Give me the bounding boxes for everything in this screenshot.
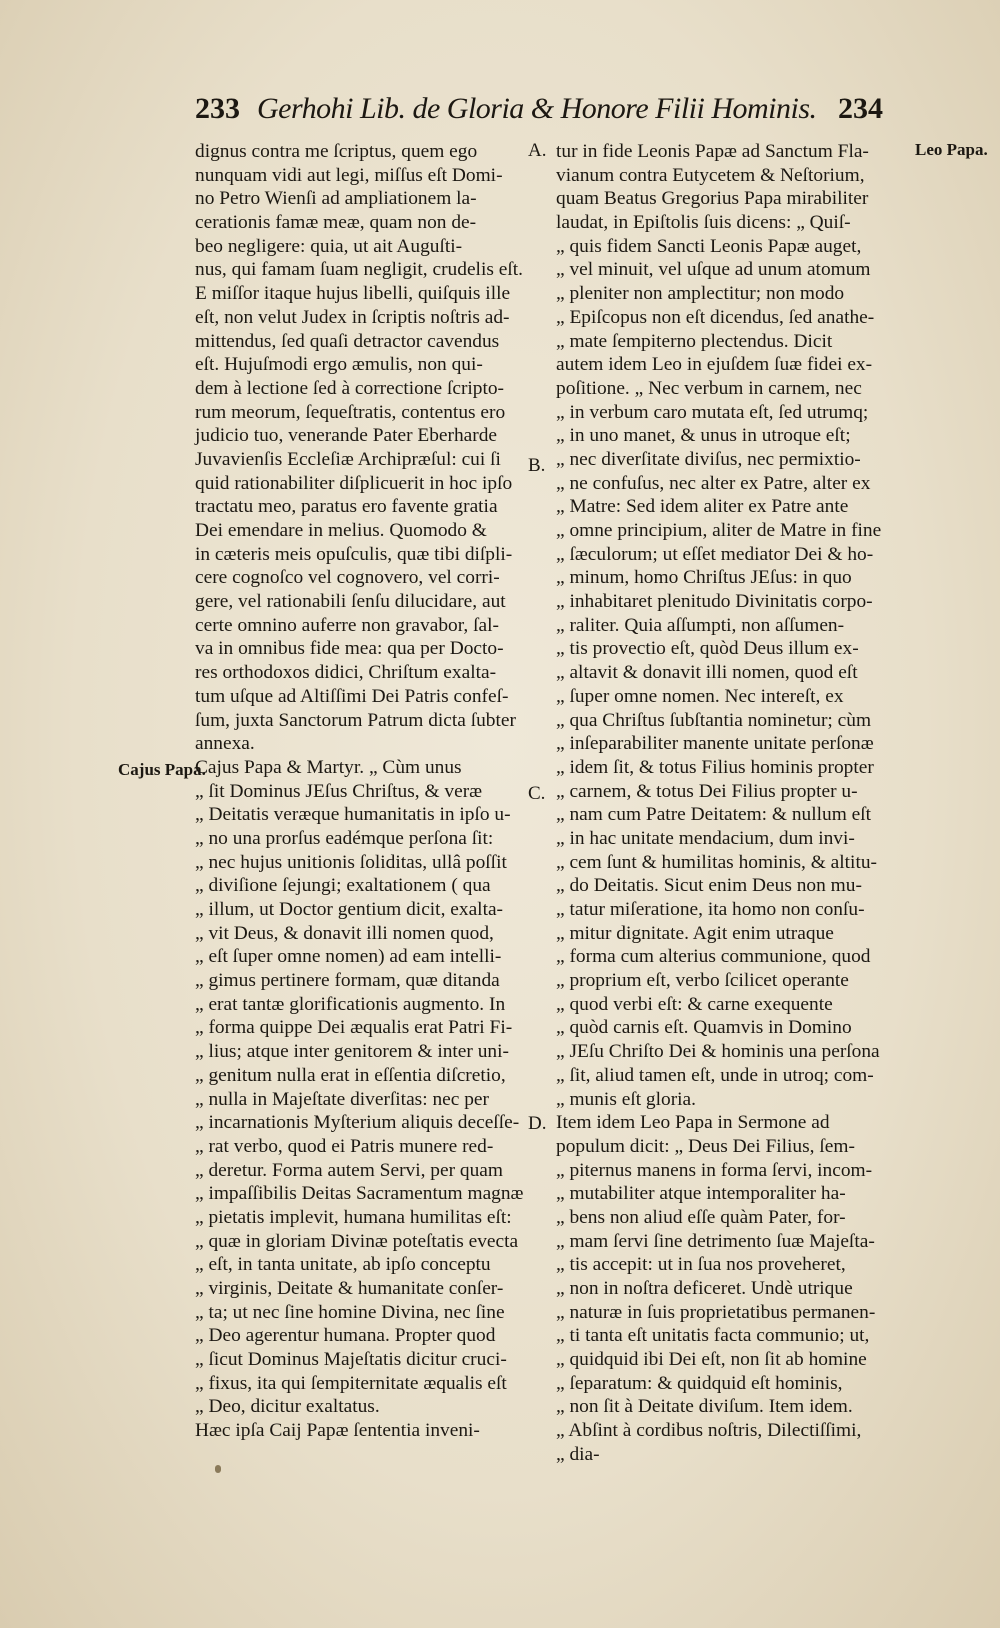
- text-line: „ erat tantæ glorificationis augmento. In: [195, 993, 506, 1015]
- text-line: certe omnino auferre non gravabor, ſal-: [195, 614, 499, 636]
- text-line: „ JEſu Chriſto Dei & hominis una perſona: [556, 1041, 880, 1063]
- text-line: E miſſor itaque hujus libelli, quiſquis ille: [195, 283, 511, 305]
- text-line: „ diviſione ſejungi; exaltationem ( qua: [195, 875, 491, 897]
- text-line: „ virginis, Deitate & humanitate conſer-: [195, 1278, 504, 1299]
- text-line: „ dia-: [556, 1443, 600, 1465]
- text-line: „ tis accepit: ut in ſua nos proveheret,: [556, 1254, 846, 1276]
- text-line: „ cem ſunt & humilitas hominis, & altitu-: [556, 851, 877, 873]
- text-line: „ in hac unitate mendacium, dum invi-: [556, 827, 855, 849]
- text-line: „ ſit Dominus JEſus Chriſtus, & veræ: [195, 780, 483, 802]
- margin-note-cajus: Cajus Papa.: [118, 760, 206, 779]
- text-line: „ impaſſibilis Deitas Sacramentum magnæ: [195, 1183, 524, 1205]
- text-line: „ in verbum caro mutata eſt, ſed utrumq;: [556, 401, 869, 423]
- text-line: mittendus, ſed quaſi detractor cavendus: [195, 330, 500, 352]
- column-letter-d: D.: [528, 1113, 547, 1134]
- text-line: eſt. Hujuſmodi ergo æmulis, non qui-: [195, 354, 483, 376]
- text-line: „ qua Chriſtus ſubſtantia nominetur; cùm: [556, 709, 872, 731]
- text-line: „ quæ in gloriam Divinæ poteſtatis evecta: [195, 1230, 519, 1252]
- text-line: eſt, non velut Judex in ſcriptis noſtris ad-: [195, 306, 510, 328]
- page-number-right: 234: [838, 92, 883, 125]
- text-line: tur in fide Leonis Papæ ad Sanctum Fla-: [556, 141, 869, 162]
- margin-note-leo: Leo Papa.: [915, 140, 988, 159]
- running-header: [195, 88, 895, 138]
- text-line: „ ſeparatum: & quidquid eſt hominis,: [556, 1372, 843, 1394]
- text-line: quam Beatus Gregorius Papa mirabiliter: [556, 188, 869, 210]
- text-line: „ fixus, ita qui ſempiternitate æqualis eſt: [195, 1372, 507, 1394]
- text-line: res orthodoxos didici, Chriſtum exalta-: [195, 662, 497, 684]
- text-line: dignus contra me ſcriptus, quem ego: [195, 141, 478, 162]
- left-text-column: [195, 140, 545, 1443]
- text-line: nunquam vidi aut legi, miſſus eſt Domi-: [195, 164, 503, 186]
- text-line: poſitione. „ Nec verbum in carnem, nec: [556, 377, 862, 399]
- text-line: „ rat verbo, quod ei Patris munere red-: [195, 1135, 494, 1157]
- text-line: „ nec hujus unitionis ſoliditas, ullâ poſſit: [195, 851, 507, 873]
- page-number-left: 233: [195, 92, 240, 125]
- text-line: „ quod verbi eſt: & carne exequente: [556, 993, 833, 1015]
- text-line: ſum, juxta Sanctorum Patrum dicta ſubter: [195, 709, 516, 731]
- text-line: „ mitur dignitate. Agit enim utraque: [556, 922, 834, 944]
- text-line: laudat, in Epiſtolis ſuis dicens: „ Quiſ-: [556, 212, 851, 234]
- text-line: Cajus Papa & Martyr. „ Cùm unus: [195, 756, 462, 778]
- text-line: judicio tuo, venerande Pater Eberharde: [195, 425, 498, 447]
- text-line: „ forma cum alterius communione, quod: [556, 946, 871, 968]
- text-line: cere cognoſco vel cognovero, vel corri-: [195, 567, 500, 589]
- text-line: „ quis fidem Sancti Leonis Papæ auget,: [556, 235, 862, 257]
- text-line: „ pietatis implevit, humana humilitas eſt:: [195, 1206, 512, 1228]
- text-line: „ vel minuit, vel uſque ad unum atomum: [556, 259, 871, 281]
- text-line: „ ta; ut nec ſine homine Divina, nec ſine: [195, 1301, 505, 1323]
- text-line: annexa.: [195, 733, 255, 755]
- text-line: „ altavit & donavit illi nomen, quod eſt: [556, 662, 858, 684]
- text-line: „ quòd carnis eſt. Quamvis in Domino: [556, 1017, 852, 1039]
- text-line: „ vit Deus, & donavit illi nomen quod,: [195, 922, 494, 944]
- text-line: „ non in noſtra deficeret. Undè utrique: [556, 1278, 853, 1299]
- text-line: „ inhabitaret plenitudo Divinitatis corpo-: [556, 591, 873, 613]
- text-line: no Petro Wienſi ad ampliationem la-: [195, 188, 477, 210]
- text-line: Dei emendare in melius. Quomodo &: [195, 520, 487, 541]
- column-letter-b: B.: [528, 455, 546, 476]
- text-line: „ in uno manet, & unus in utroque eſt;: [556, 425, 851, 447]
- text-line: cerationis famæ meæ, quam non de-: [195, 212, 477, 234]
- text-line: „ inſeparabiliter manente unitate perſonæ: [556, 733, 874, 755]
- text-line: „ forma quippe Dei æqualis erat Patri Fi-: [195, 1017, 513, 1039]
- text-line: „ deretur. Forma autem Servi, per quam: [195, 1159, 503, 1181]
- text-line: dem à lectione ſed à correctione ſcripto-: [195, 377, 505, 399]
- text-line: „ tis provectio eſt, quòd Deus illum ex-: [556, 638, 859, 660]
- text-line: „ bens non aliud eſſe quàm Pater, for-: [556, 1206, 846, 1228]
- text-line: „ ſit, aliud tamen eſt, unde in utroq; com-: [556, 1064, 874, 1086]
- text-line: „ Deitatis veræque humanitatis in ipſo u-: [195, 804, 511, 826]
- text-line: „ genitum nulla erat in eſſentia diſcretio,: [195, 1064, 506, 1086]
- text-line: „ nec diverſitate diviſus, nec permixtio-: [556, 448, 861, 470]
- text-line: „ carnem, & totus Dei Filius propter u-: [556, 780, 858, 802]
- text-line: „ idem ſit, & totus Filius hominis propter: [556, 756, 874, 778]
- text-line: beo negligere: quia, ut ait Auguſti-: [195, 235, 463, 257]
- text-line: „ gimus pertinere formam, quæ ditanda: [195, 970, 500, 992]
- text-line: „ illum, ut Doctor gentium dicit, exalta-: [195, 899, 504, 920]
- right-text-column: [556, 140, 908, 1467]
- text-line: „ proprium eſt, verbo ſcilicet operante: [556, 970, 849, 992]
- text-line: „ ti tanta eſt unitatis facta communio; ut,: [556, 1325, 870, 1347]
- text-line: „ minum, homo Chriſtus JEſus: in quo: [556, 567, 852, 589]
- column-letter-a: A.: [528, 140, 547, 161]
- text-line: „ munis eſt gloria.: [556, 1088, 697, 1110]
- text-line: gere, vel rationabili ſenſu dilucidare, aut: [195, 591, 506, 613]
- text-line: „ Deo, dicitur exaltatus.: [195, 1396, 380, 1418]
- text-line: Juvavienſis Eccleſiæ Archipræſul: cui ſi: [195, 448, 501, 470]
- text-line: „ mutabiliter atque intemporaliter ha-: [556, 1183, 846, 1205]
- ink-spot: [215, 1465, 221, 1473]
- text-line: tum uſque ad Altiſſimi Dei Patris confeſ-: [195, 685, 509, 707]
- text-line: „ Epiſcopus non eſt dicendus, ſed anathe-: [556, 306, 875, 328]
- text-line: in cæteris meis opuſculis, quæ tibi diſpli-: [195, 543, 513, 565]
- text-line: „ non ſit à Deitate diviſum. Item idem.: [556, 1396, 853, 1418]
- text-line: „ ſuper omne nomen. Nec intereſt, ex: [556, 685, 844, 707]
- text-line: Hæc ipſa Caij Papæ ſententia inveni-: [195, 1420, 480, 1442]
- text-line: „ pleniter non amplectitur; non modo: [556, 283, 845, 305]
- text-line: „ naturæ in ſuis proprietatibus permanen-: [556, 1301, 876, 1323]
- text-line: vianum contra Eutycetem & Neſtorium,: [556, 164, 865, 186]
- text-line: „ piternus manens in forma ſervi, incom-: [556, 1159, 873, 1181]
- text-line: Item idem Leo Papa in Sermone ad: [556, 1112, 830, 1134]
- text-line: „ Matre: Sed idem aliter ex Patre ante: [556, 496, 849, 518]
- text-line: quid rationabiliter diſplicuerit in hoc ipſo: [195, 472, 513, 494]
- text-line: „ Deo agerentur humana. Propter quod: [195, 1325, 496, 1347]
- text-line: „ ſicut Dominus Majeſtatis dicitur cruci-: [195, 1349, 507, 1371]
- text-line: autem idem Leo in ejuſdem ſuæ fidei ex-: [556, 354, 873, 376]
- column-letter-c: C.: [528, 783, 546, 804]
- text-line: „ nam cum Patre Deitatem: & nullum eſt: [556, 804, 872, 826]
- text-line: „ quidquid ibi Dei eſt, non ſit ab homine: [556, 1349, 867, 1371]
- text-line: tractatu meo, paratus ero favente gratia: [195, 496, 498, 518]
- text-line: „ eſt ſuper omne nomen) ad eam intelli-: [195, 946, 502, 968]
- text-line: „ lius; atque inter genitorem & inter uni-: [195, 1041, 509, 1063]
- text-line: „ mam ſervi ſine detrimento ſuæ Majeſta-: [556, 1230, 875, 1252]
- text-line: „ mate ſempiterno plectendus. Dicit: [556, 330, 833, 352]
- text-line: „ ſæculorum; ut eſſet mediator Dei & ho-: [556, 543, 874, 565]
- text-line: „ tatur miſeratione, ita homo non conſu-: [556, 899, 865, 920]
- text-line: va in omnibus fide mea: qua per Docto-: [195, 638, 504, 660]
- text-line: „ ne confuſus, nec alter ex Patre, alter ex: [556, 472, 871, 494]
- text-line: „ omne principium, aliter de Matre in fine: [556, 520, 882, 541]
- text-line: „ do Deitatis. Sicut enim Deus non mu-: [556, 875, 862, 897]
- text-line: „ incarnationis Myſterium aliquis deceſſe-: [195, 1112, 520, 1134]
- text-line: „ raliter. Quia aſſumpti, non aſſumen-: [556, 614, 845, 636]
- text-line: „ nulla in Majeſtate diverſitas: nec per: [195, 1088, 489, 1110]
- text-line: „ eſt, in tanta unitate, ab ipſo conceptu: [195, 1254, 491, 1276]
- text-line: „ Abſint à cordibus noſtris, Dilectiſſimi,: [556, 1420, 862, 1442]
- text-line: populum dicit: „ Deus Dei Filius, ſem-: [556, 1135, 855, 1157]
- running-title: Gerhohi Lib. de Gloria & Honore Filii Hominis.: [257, 92, 817, 125]
- text-line: „ no una prorſus eadémque perſona ſit:: [195, 827, 494, 849]
- text-line: rum meorum, ſequeſtratis, contentus ero: [195, 401, 506, 423]
- text-line: nus, qui famam ſuam negligit, crudelis eſt.: [195, 259, 523, 281]
